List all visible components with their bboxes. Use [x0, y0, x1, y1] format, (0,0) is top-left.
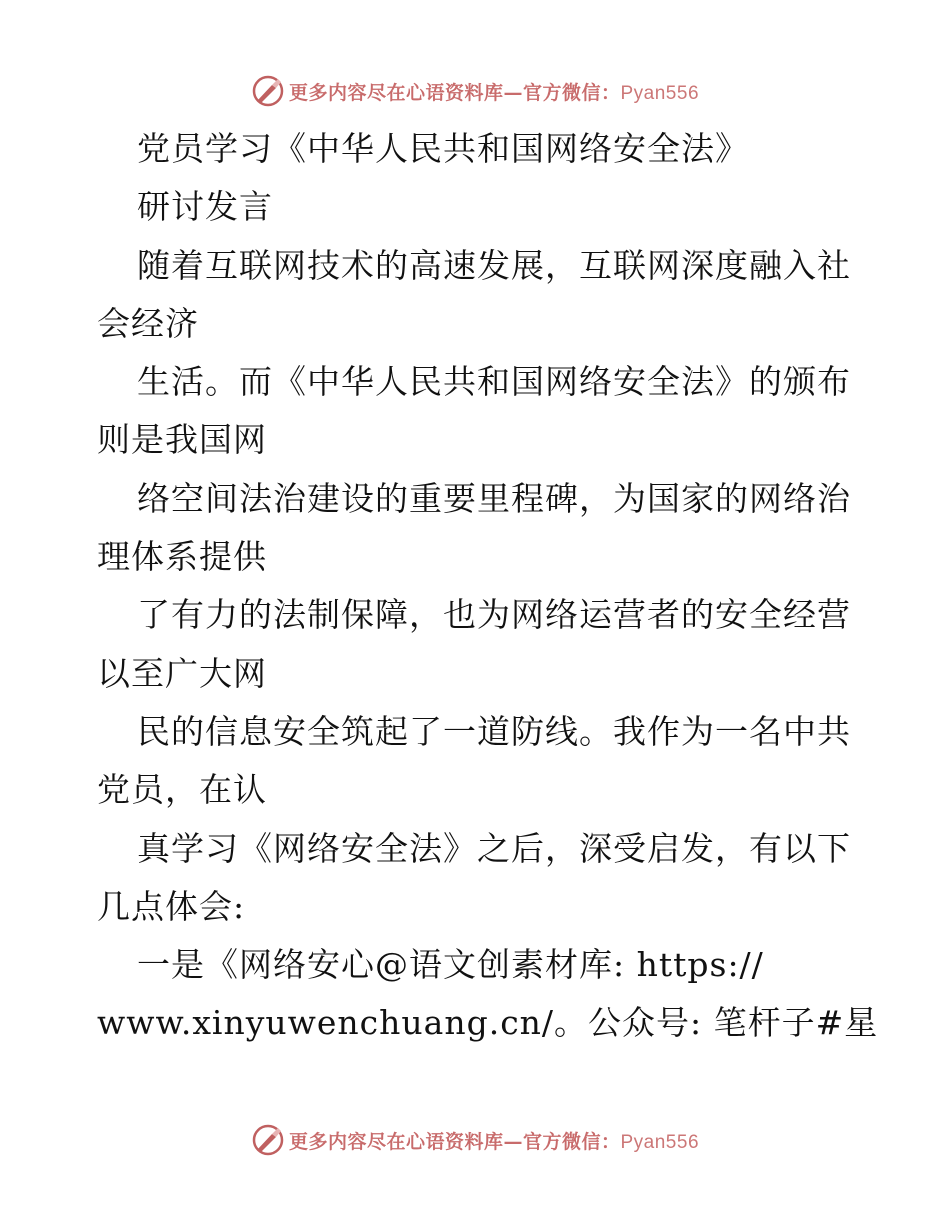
- wechat-id: Pyan556: [620, 1131, 700, 1153]
- paragraph-line: 几点体会:: [97, 886, 246, 926]
- banner-text: [289, 1127, 699, 1154]
- paragraph-line: 随着互联网技术的高速发展，互联网深度融入社: [137, 245, 851, 285]
- document-title: 党员学习《中华人民共和国网络安全法》: [137, 129, 749, 168]
- paragraph-line: www.xinyuwenchuang.cn/。公众号: 笔杆子#星: [97, 1003, 879, 1043]
- paragraph-line: 会经济: [97, 303, 199, 343]
- banner-label: 更多内容尽在心语资料库—官方微信：: [288, 1130, 621, 1153]
- paragraph-line: 真学习《网络安全法》之后，深受启发，有以下: [137, 828, 851, 868]
- paragraph-line: 民的信息安全筑起了一道防线。我作为一名中共: [137, 711, 851, 751]
- banner-label: 更多内容尽在心语资料库—官方微信：: [288, 81, 621, 104]
- document-subtitle: 研讨发言: [137, 187, 273, 227]
- paragraph-line: 理体系提供: [97, 537, 267, 577]
- paragraph-line: 了有力的法制保障，也为网络运营者的安全经营: [137, 595, 851, 635]
- pen-logo-icon: [251, 74, 285, 108]
- header-watermark-banner: [0, 71, 950, 111]
- document-body: [97, 120, 879, 1053]
- wechat-id: Pyan556: [620, 82, 700, 104]
- paragraph-line: 以至广大网: [97, 653, 267, 693]
- paragraph-line: 党员，在认: [97, 770, 267, 810]
- paragraph-line: 则是我国网: [97, 420, 267, 460]
- paragraph-line: 络空间法治建设的重要里程碑，为国家的网络治: [137, 478, 851, 518]
- pen-logo-icon: [251, 1123, 285, 1157]
- footer-watermark-banner: [0, 1120, 950, 1160]
- paragraph-line: 一是《网络安心@语文创素材库: https://: [137, 945, 764, 985]
- banner-text: [289, 78, 699, 105]
- paragraph-line: 生活。而《中华人民共和国网络安全法》的颁布: [137, 362, 851, 402]
